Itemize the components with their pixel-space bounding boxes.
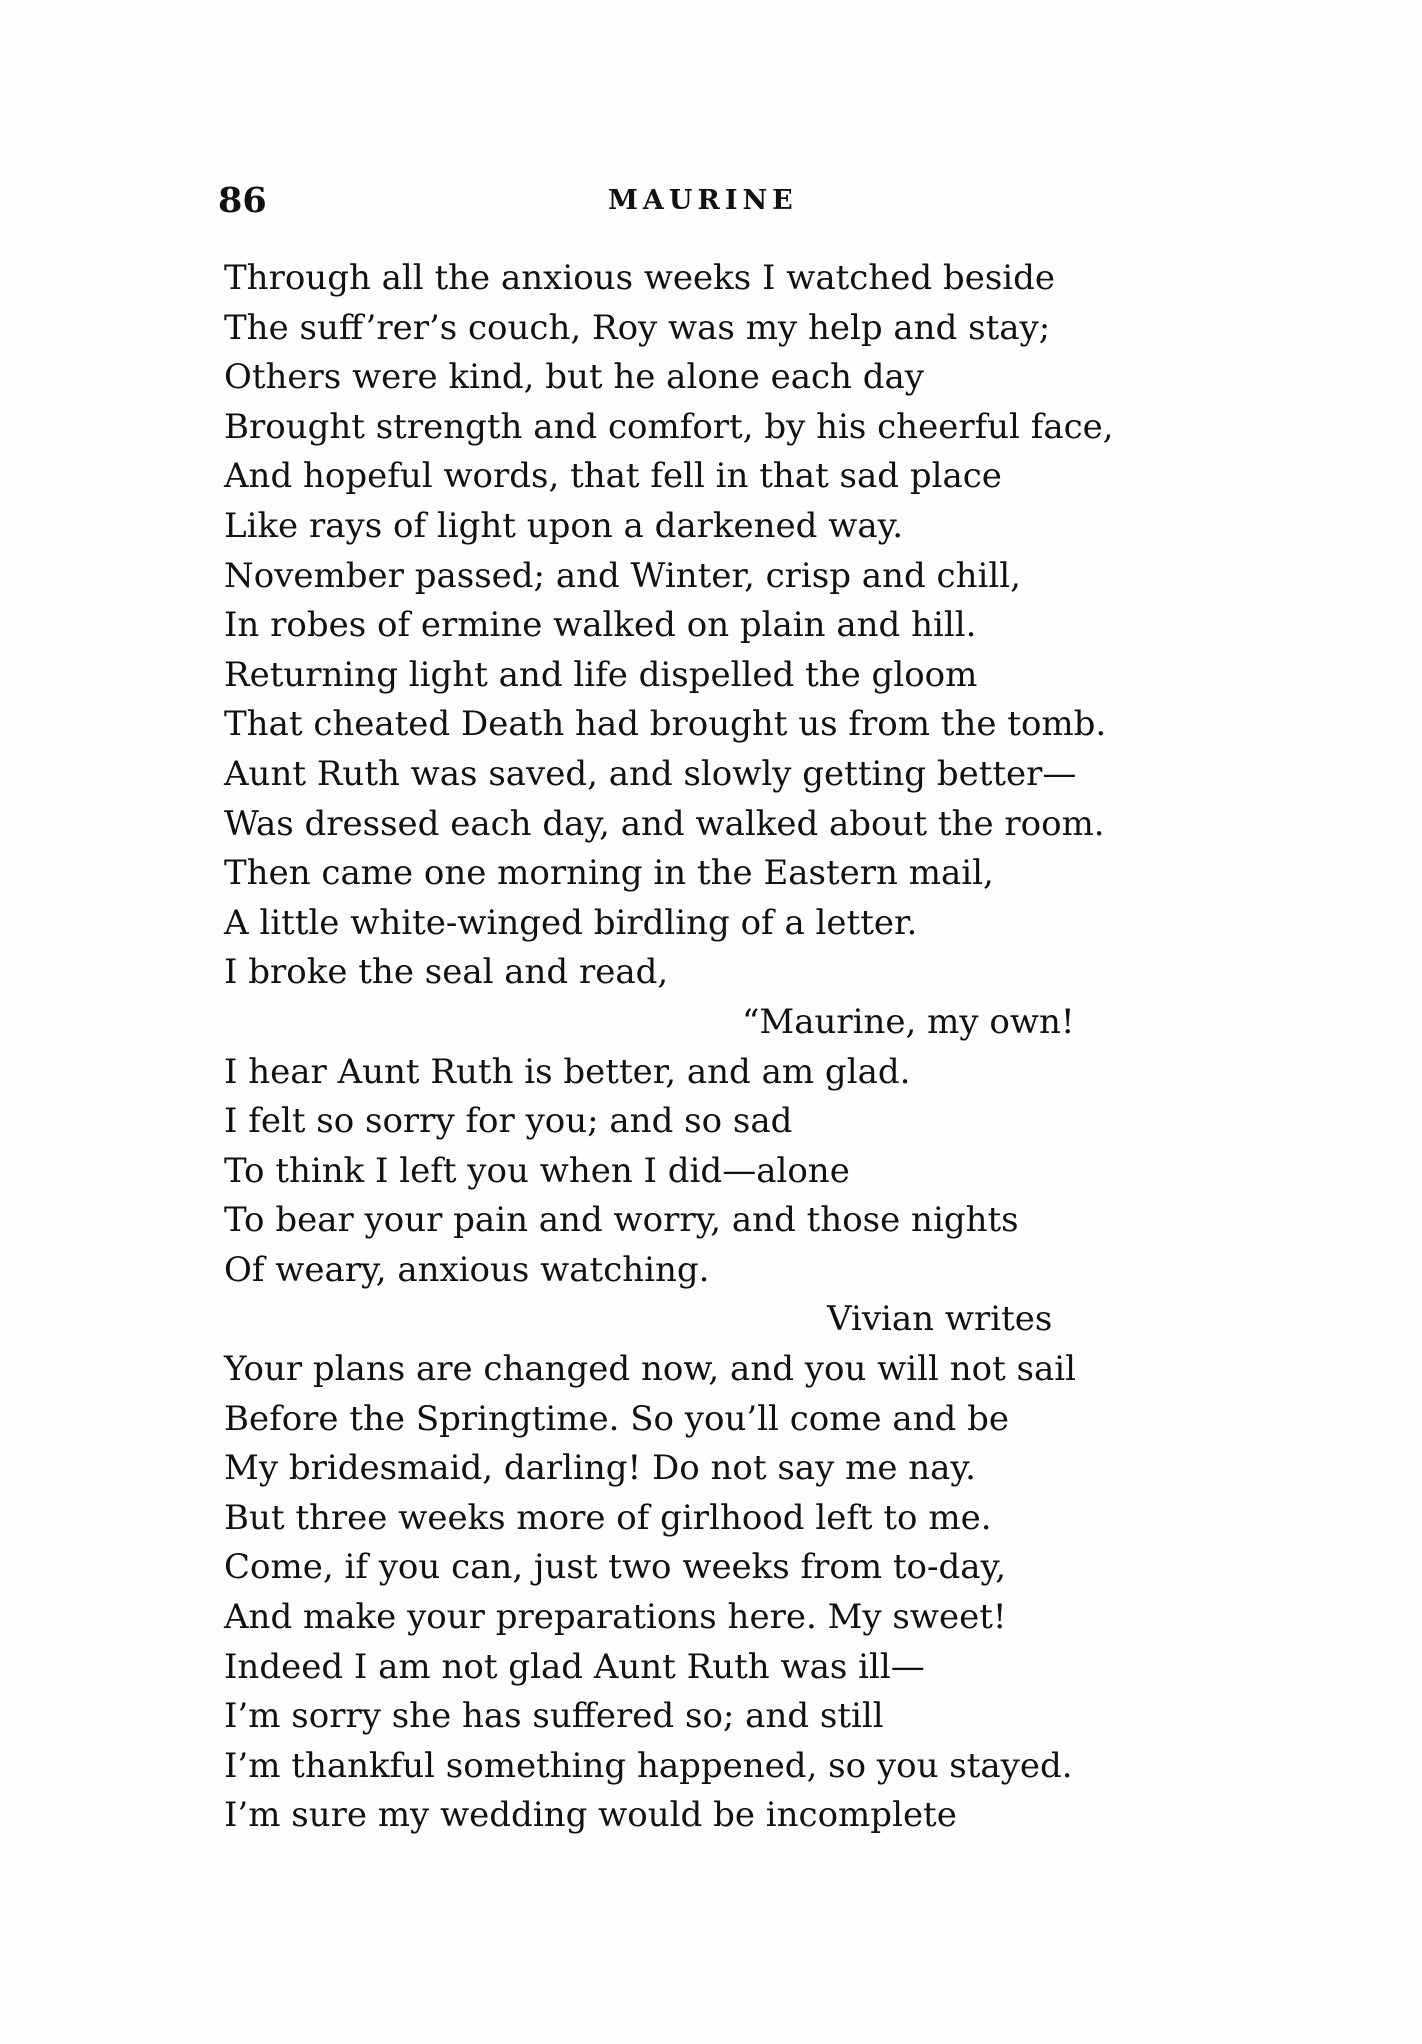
poem-line: November passed; and Winter, crisp and chill,	[224, 555, 1021, 596]
poem-line: I’m sorry she has suffered so; and still	[224, 1696, 884, 1737]
poem-line: And hopeful words, that fell in that sad place	[224, 456, 1002, 497]
poem-line: Aunt Ruth was saved, and slowly getting better—	[224, 753, 1077, 794]
poem-line: To think I left you when I did—alone	[224, 1150, 850, 1191]
poem-line: I felt so sorry for you; and so sad	[224, 1101, 793, 1142]
poem-line: I hear Aunt Ruth is better, and am glad.	[224, 1051, 911, 1092]
poem-line: Come, if you can, just two weeks from to-day,	[224, 1547, 1007, 1588]
poem-line: Returning light and life dispelled the gloom	[224, 654, 978, 695]
page-header	[218, 176, 1218, 226]
poem-line-indented: Vivian writes	[827, 1299, 1053, 1340]
poem-line: Was dressed each day, and walked about the room.	[224, 803, 1105, 844]
poem-text	[224, 254, 1274, 1841]
poem-line: In robes of ermine walked on plain and hill.	[224, 605, 977, 646]
page-number: 86	[218, 180, 267, 221]
poem-line: My bridesmaid, darling! Do not say me nay.	[224, 1448, 976, 1489]
poem-line: Indeed I am not glad Aunt Ruth was ill—	[224, 1646, 925, 1687]
poem-line: Others were kind, but he alone each day	[224, 357, 925, 398]
poem-line: Like rays of light upon a darkened way.	[224, 505, 904, 546]
poem-line: I broke the seal and read,	[224, 952, 669, 993]
poem-line: Before the Springtime. So you’ll come and be	[224, 1398, 1010, 1439]
poem-line: To bear your pain and worry, and those nights	[224, 1200, 1019, 1241]
poem-line: That cheated Death had brought us from the tomb.	[224, 704, 1107, 745]
poem-line: Of weary, anxious watching.	[224, 1249, 710, 1290]
poem-line: But three weeks more of girlhood left to me.	[224, 1497, 992, 1538]
poem-line: Then came one morning in the Eastern mail,	[224, 853, 994, 894]
poem-line: I’m sure my wedding would be incomplete	[224, 1795, 957, 1836]
poem-line: I’m thankful something happened, so you stayed.	[224, 1745, 1073, 1786]
poem-line: And make your preparations here. My sweet!	[224, 1597, 1007, 1638]
running-title: MAURINE	[608, 185, 798, 216]
poem-line: Through all the anxious weeks I watched beside	[224, 258, 1056, 298]
poem-line: The suff’rer’s couch, Roy was my help and stay;	[224, 307, 1051, 348]
poem-line: Your plans are changed now, and you will not sail	[224, 1349, 1077, 1390]
poem-line: Brought strength and comfort, by his cheerful face,	[224, 406, 1114, 447]
poem-line-indented: “Maurine, my own!	[742, 1001, 1075, 1042]
poem-line: A little white-winged birdling of a letter.	[224, 902, 918, 943]
